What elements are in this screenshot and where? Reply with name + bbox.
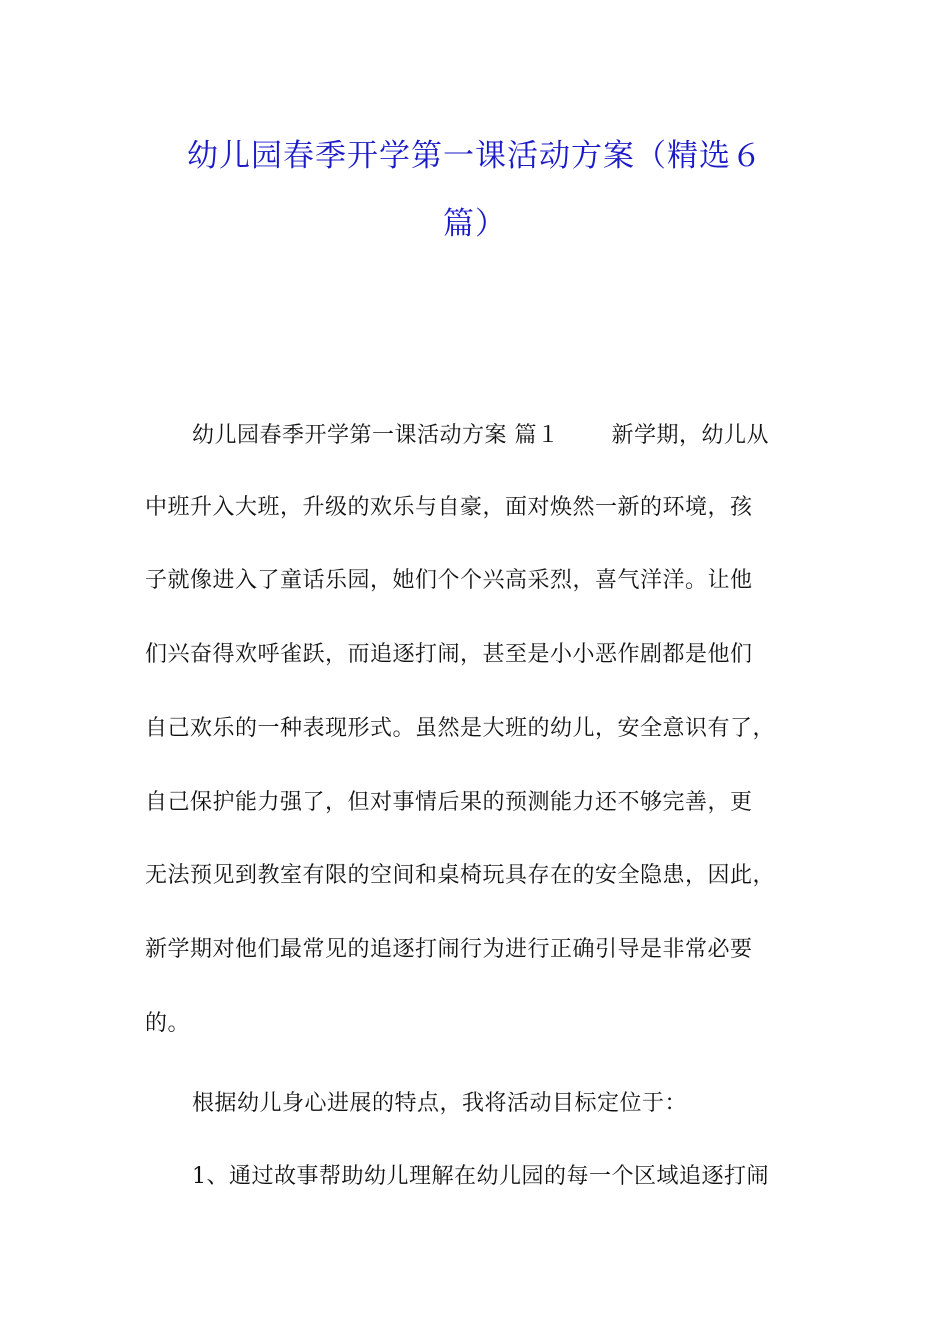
paragraph-1-line: 新学期对他们最常见的追逐打闹行为进行正确引导是非常必要 xyxy=(145,937,753,962)
paragraph-1-line: 自己欢乐的一种表现形式。虽然是大班的幼儿，安全意识有了， xyxy=(145,716,776,741)
paragraph-1-line: 中班升入大班，升级的欢乐与自豪，面对焕然一新的环境，孩 xyxy=(145,495,753,520)
document-title-line-2: 篇） xyxy=(443,206,507,242)
document-title-line-1: 幼儿园春季开学第一课活动方案（精选６ xyxy=(187,138,763,174)
paragraph-1-line: 自己保护能力强了，但对事情后果的预测能力还不够完善，更 xyxy=(145,790,753,815)
paragraph-2: 根据幼儿身心进展的特点，我将活动目标定位于： xyxy=(192,1091,688,1116)
section-heading: 幼儿园春季开学第一课活动方案 篇１ xyxy=(192,423,560,448)
paragraph-1-line: 无法预见到教室有限的空间和桌椅玩具存在的安全隐患，因此， xyxy=(145,863,776,888)
paragraph-3: 1、通过故事帮助幼儿理解在幼儿园的每一个区域追逐打闹 xyxy=(192,1164,769,1189)
paragraph-1-first-line xyxy=(192,421,882,451)
paragraph-1-line: 子就像进入了童话乐园，她们个个兴高采烈，喜气洋洋。让他 xyxy=(145,568,753,593)
paragraph-1-line: 们兴奋得欢呼雀跃，而追逐打闹，甚至是小小恶作剧都是他们 xyxy=(145,642,753,667)
paragraph-1-line: 的。 xyxy=(145,1011,191,1036)
paragraph-1-opening: 新学期，幼儿从 xyxy=(611,423,770,448)
